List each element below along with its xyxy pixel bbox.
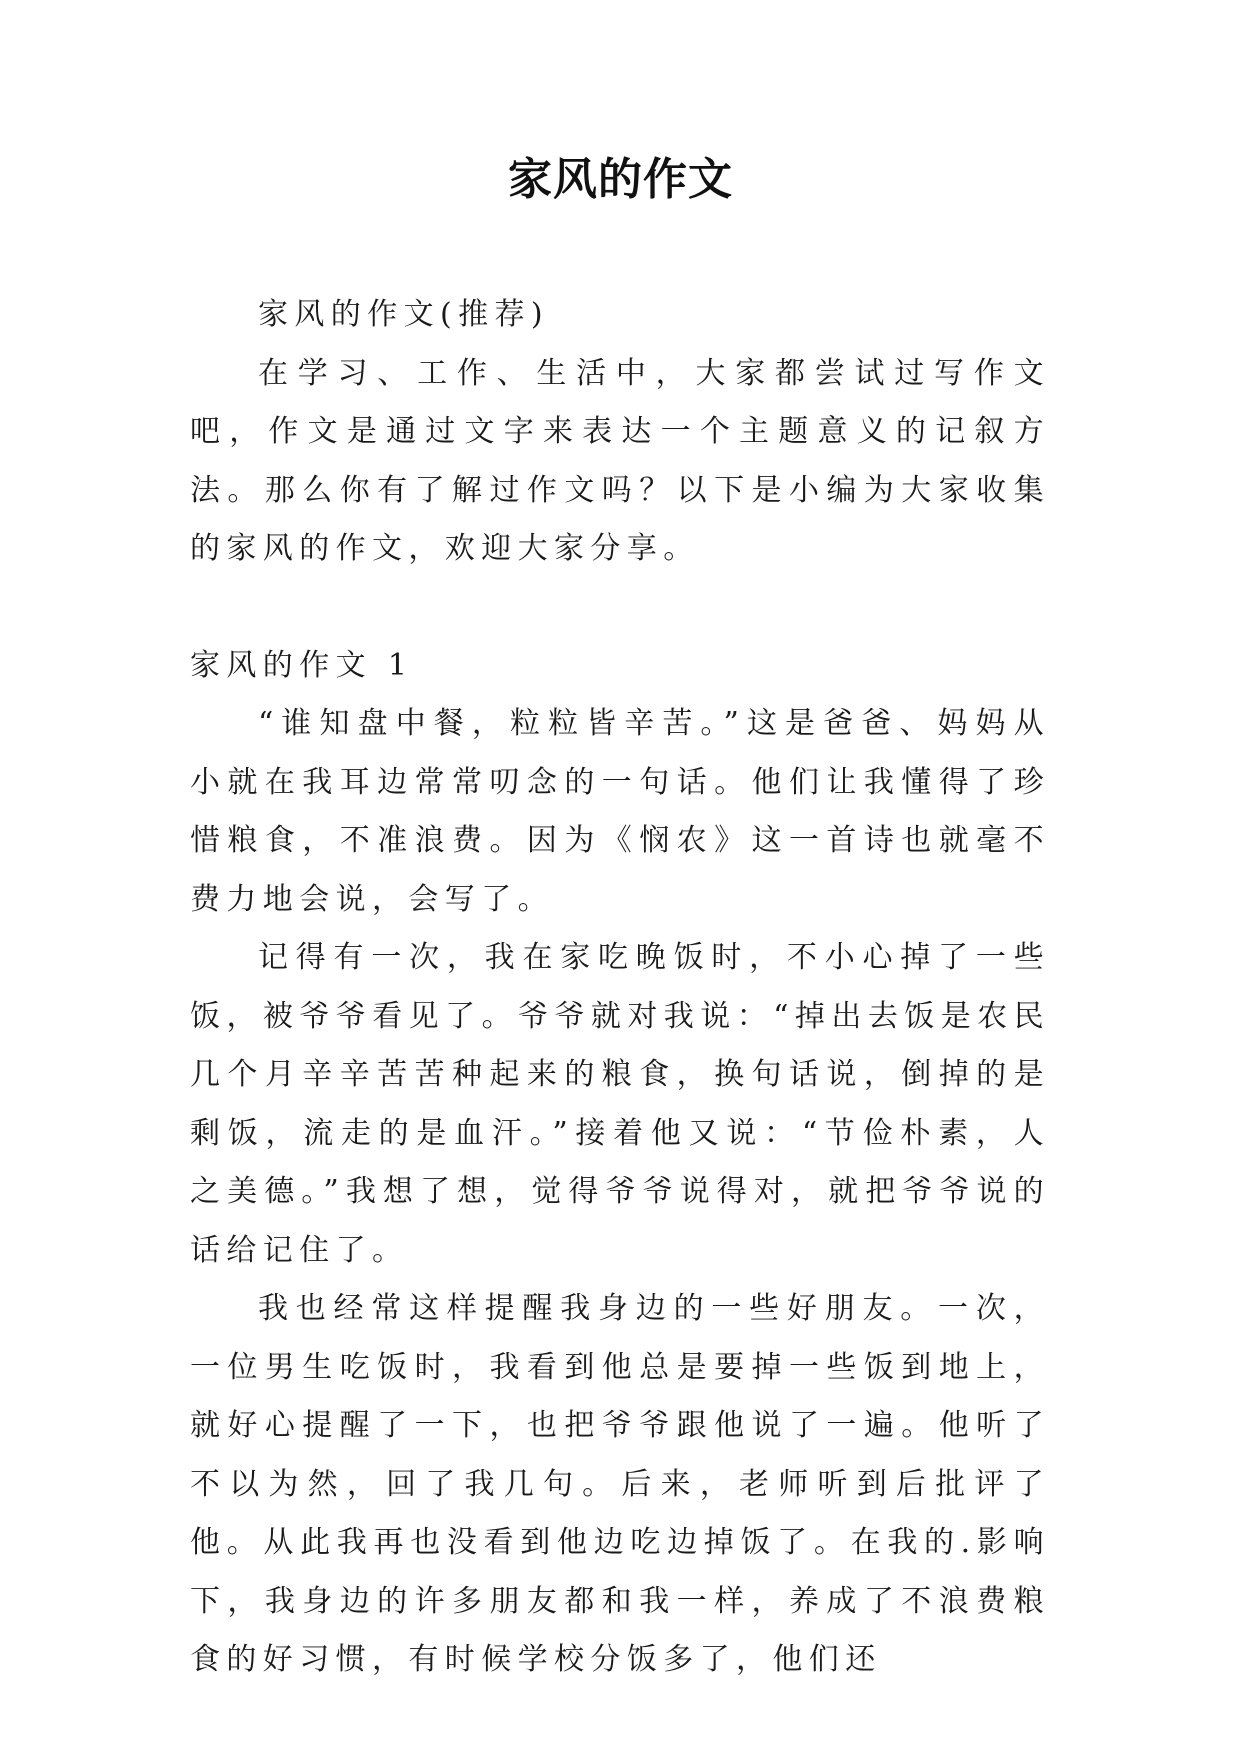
- intro-paragraph: 在学习、工作、生活中，大家都尝试过写作文吧，作文是通过文字来表达一个主题意义的记叙方法。那么你有了解过作文吗？以下是小编为大家收集的家风的作文，欢迎大家分享。: [190, 355, 1050, 566]
- essay-heading: 家风的作文 1: [190, 647, 414, 683]
- document-title: 家风的作文: [508, 154, 733, 205]
- essay-paragraph: 我也经常这样提醒我身边的一些好朋友。一次，一位男生吃饭时，我看到他总是要掉一些饭到地上，就好心提醒了一下，也把爷爷跟他说了一遍。他听了不以为然，回了我几句。后来，老师听到后批评了他。从此我再也没看到他边吃边掉饭了。在我的.影响下，我身边的许多朋友都和我一样，养成了不浪费粮食的好习惯，有时候学校分饭多了，他们还: [190, 1291, 1050, 1677]
- essay-paragraph: 记得有一次，我在家吃晚饭时，不小心掉了一些饭，被爷爷看见了。爷爷就对我说：“掉出去饭是农民几个月辛辛苦苦种起来的粮食，换句话说，倒掉的是剩饭，流走的是血汗。”接着他又说：“节俭朴素，人之美德。”我想了想，觉得爷爷说得对，就把爷爷说的话给记住了。: [190, 940, 1050, 1268]
- essay-paragraph: “谁知盘中餐，粒粒皆辛苦。”这是爸爸、妈妈从小就在我耳边常常叨念的一句话。他们让我懂得了珍惜粮食，不准浪费。因为《悯农》这一首诗也就毫不费力地会说，会写了。: [190, 706, 1050, 917]
- subtitle-paragraph: 家风的作文(推荐): [258, 297, 550, 332]
- document-body: [190, 286, 1050, 1690]
